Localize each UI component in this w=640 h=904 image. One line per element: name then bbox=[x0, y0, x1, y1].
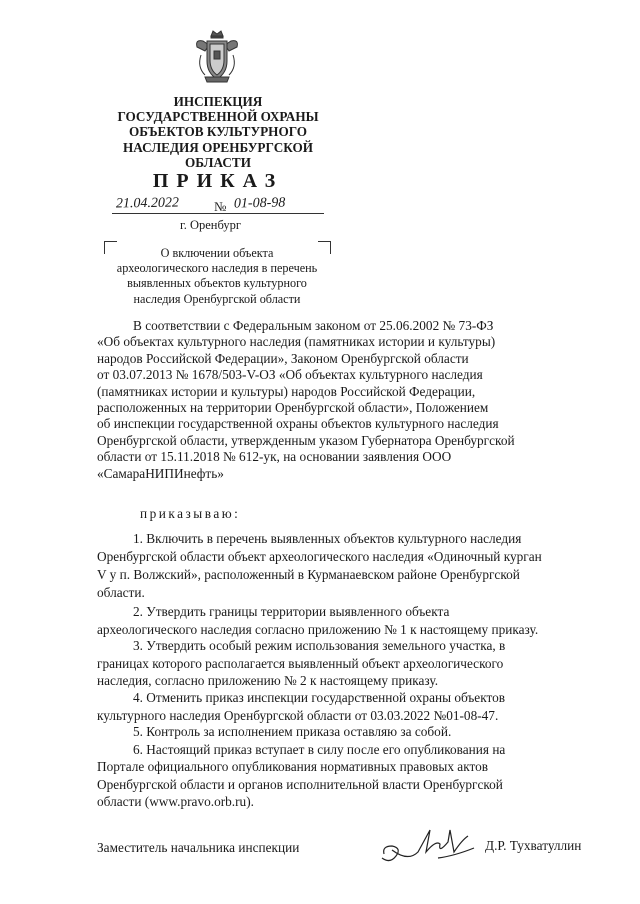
underline bbox=[112, 213, 324, 214]
text-line: Оренбургской области и органов исполнительной власти Оренбургской bbox=[97, 776, 503, 792]
text-line: V у п. Волжский», расположенный в Курманаевском районе Оренбургской bbox=[97, 567, 520, 582]
text-line: 1. Включить в перечень выявленных объектов культурного наследия bbox=[133, 531, 522, 546]
order-item-3 bbox=[97, 637, 603, 690]
order-item-4 bbox=[97, 689, 603, 725]
text-line: области от 15.11.2018 № 612-ук, на основании заявления ООО bbox=[97, 449, 452, 465]
text-line: наследия, согласно приложению № 2 к настоящему приказу. bbox=[97, 673, 439, 688]
coat-of-arms-icon bbox=[193, 29, 241, 85]
text-line: В соответствии с Федеральным законом от 25.06.2002 № 73-ФЗ bbox=[133, 318, 494, 333]
text-line: (памятниках истории и культуры) народов Российской Федерации, bbox=[97, 383, 476, 399]
text-line: Оренбургской области объект археологического наследия «Одиночный курган bbox=[97, 549, 542, 564]
organization-name bbox=[88, 94, 348, 170]
text-line: расположенных на территории Оренбургской области», Положением bbox=[97, 400, 489, 416]
text-line: 4. Отменить приказ инспекции государственной охраны объектов bbox=[133, 690, 506, 705]
document-type-title: ПРИКАЗ bbox=[152, 170, 284, 192]
subject-line: выявленных объектов культурного bbox=[127, 276, 307, 291]
text-line: 6. Настоящий приказ вступает в силу после его опубликования на bbox=[133, 742, 506, 757]
document-number: 01-08-98 bbox=[233, 195, 286, 212]
org-line: ОБЛАСТИ bbox=[185, 154, 251, 170]
order-item-6 bbox=[97, 741, 603, 811]
subject-line: О включении объекта bbox=[160, 246, 274, 260]
text-line: Оренбургской области, утвержденным указом Губернатора Оренбургской bbox=[97, 432, 515, 448]
handwritten-signature bbox=[378, 822, 482, 868]
text-line: от 03.07.2013 № 1678/503-V-ОЗ «Об объектах культурного наследия bbox=[97, 367, 483, 383]
preamble-paragraph bbox=[97, 318, 603, 482]
number-label: № bbox=[214, 199, 227, 214]
text-line: «СамараНИПИнефть» bbox=[97, 465, 224, 481]
org-line: НАСЛЕДИЯ ОРЕНБУРГСКОЙ bbox=[123, 139, 313, 155]
order-item-2 bbox=[97, 603, 603, 639]
text-line: 5. Контроль за исполнением приказа оставляю за собой. bbox=[133, 724, 452, 739]
document-date: 21.04.2022 bbox=[115, 195, 180, 212]
orders-word: приказываю: bbox=[140, 506, 241, 521]
text-line: области. bbox=[97, 585, 145, 600]
date-number-line bbox=[112, 196, 324, 218]
text-line: археологического наследия согласно приложению № 1 к настоящему приказу. bbox=[97, 622, 539, 637]
text-line: области (www.pravo.orb.ru). bbox=[97, 794, 254, 810]
city: г. Оренбург bbox=[180, 218, 241, 232]
text-line: 2. Утвердить границы территории выявленного объекта bbox=[133, 604, 450, 619]
signatory-name: Д.Р. Тухватуллин bbox=[485, 838, 582, 853]
text-line: народов Российской Федерации», Законом Оренбургской области bbox=[97, 350, 469, 366]
text-line: культурного наследия Оренбургской области от 03.03.2022 №01-08-47. bbox=[97, 708, 499, 723]
order-item-5 bbox=[97, 723, 603, 740]
text-line: Портале официального опубликования нормативных правовых актов bbox=[97, 759, 489, 775]
text-line: границах которого располагается выявленный объект археологического bbox=[97, 655, 504, 671]
subject-line: археологического наследия в перечень bbox=[116, 261, 318, 276]
subject-line: наследия Оренбургской области bbox=[133, 291, 301, 306]
text-line: «Об объектах культурного наследия (памятниках истории и культуры) bbox=[97, 334, 496, 350]
org-line: ИНСПЕКЦИЯ bbox=[173, 94, 263, 109]
document-subject bbox=[104, 246, 330, 307]
order-item-1 bbox=[97, 530, 603, 602]
org-line: ОБЪЕКТОВ КУЛЬТУРНОГО bbox=[128, 124, 308, 140]
text-line: об инспекции государственной охраны объектов культурного наследия bbox=[97, 416, 499, 432]
text-line: 3. Утвердить особый режим использования земельного участка, в bbox=[133, 638, 506, 653]
org-line: ГОСУДАРСТВЕННОЙ ОХРАНЫ bbox=[117, 109, 319, 125]
signatory-position: Заместитель начальника инспекции bbox=[97, 840, 300, 855]
